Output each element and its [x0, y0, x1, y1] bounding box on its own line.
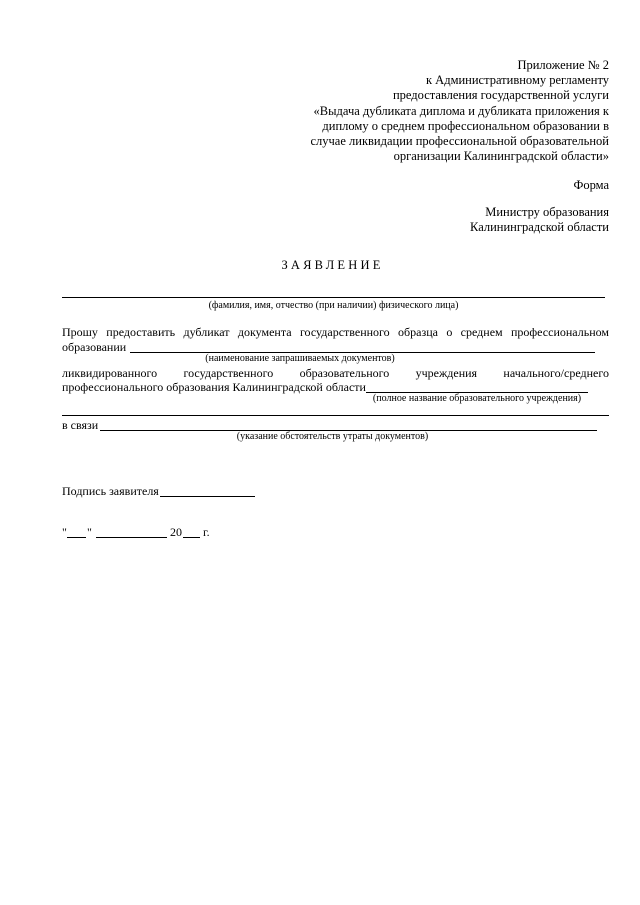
addressee-line: Министру образования: [485, 205, 609, 219]
date-day-field[interactable]: [67, 537, 86, 538]
addressee: [470, 205, 609, 235]
word: о: [446, 325, 453, 339]
date-year-prefix: 20: [170, 525, 182, 539]
word: учреждения: [415, 366, 478, 380]
word: Прошу: [62, 325, 98, 339]
reason-caption: (указание обстоятельств утраты документов): [236, 431, 429, 442]
institution-field-line-2[interactable]: [62, 415, 609, 416]
date-year-suffix: г.: [203, 525, 210, 539]
date-month-field[interactable]: [96, 537, 167, 538]
header-line: диплому о среднем профессиональном образовании в: [322, 118, 609, 133]
word: государственного: [183, 366, 274, 380]
word: начального/среднего: [503, 366, 609, 380]
word: среднем: [460, 325, 503, 339]
addressee-line: Калининградской области: [470, 220, 609, 234]
signature-field-line[interactable]: [160, 496, 255, 497]
education-label: образовании: [62, 340, 127, 354]
date-open-quote: ": [62, 525, 67, 539]
request-text-line: [62, 325, 609, 340]
word: государственного: [299, 325, 390, 339]
fio-field-line[interactable]: [62, 297, 605, 298]
institution-label: профессионального образования Калининградской области: [62, 380, 366, 394]
word: образовательного: [299, 366, 390, 380]
reason-label: в связи: [62, 418, 99, 432]
header-line: случае ликвидации профессиональной образовательной: [310, 134, 609, 149]
header-line: предоставления государственной услуги: [392, 88, 609, 103]
fio-caption: (фамилия, имя, отчество (при наличии) физического лица): [208, 300, 459, 311]
documents-caption: (наименование запрашиваемых документов): [205, 353, 395, 364]
word: предоставить: [106, 325, 176, 339]
word: ликвидированного: [62, 366, 158, 380]
header-line: «Выдача дубликата диплома и дубликата приложения к: [313, 103, 609, 118]
header-line: Приложение № 2: [517, 58, 609, 72]
institution-caption: (полное название образовательного учреждения): [372, 393, 582, 404]
appendix-header: [310, 58, 609, 164]
word: дубликат: [183, 325, 230, 339]
date-year-field[interactable]: [183, 537, 200, 538]
word: документа: [237, 325, 292, 339]
signature-label: Подпись заявителя: [62, 484, 159, 498]
header-line: к Административному регламенту: [425, 73, 609, 88]
liquidated-text-line: [62, 366, 609, 381]
word: профессиональном: [510, 325, 609, 339]
document-title: ЗАЯВЛЕНИЕ: [281, 258, 384, 272]
header-line: организации Калининградской области»: [393, 149, 609, 164]
form-label: Форма: [573, 178, 609, 192]
word: образца: [398, 325, 438, 339]
date-close-quote: ": [87, 525, 92, 539]
